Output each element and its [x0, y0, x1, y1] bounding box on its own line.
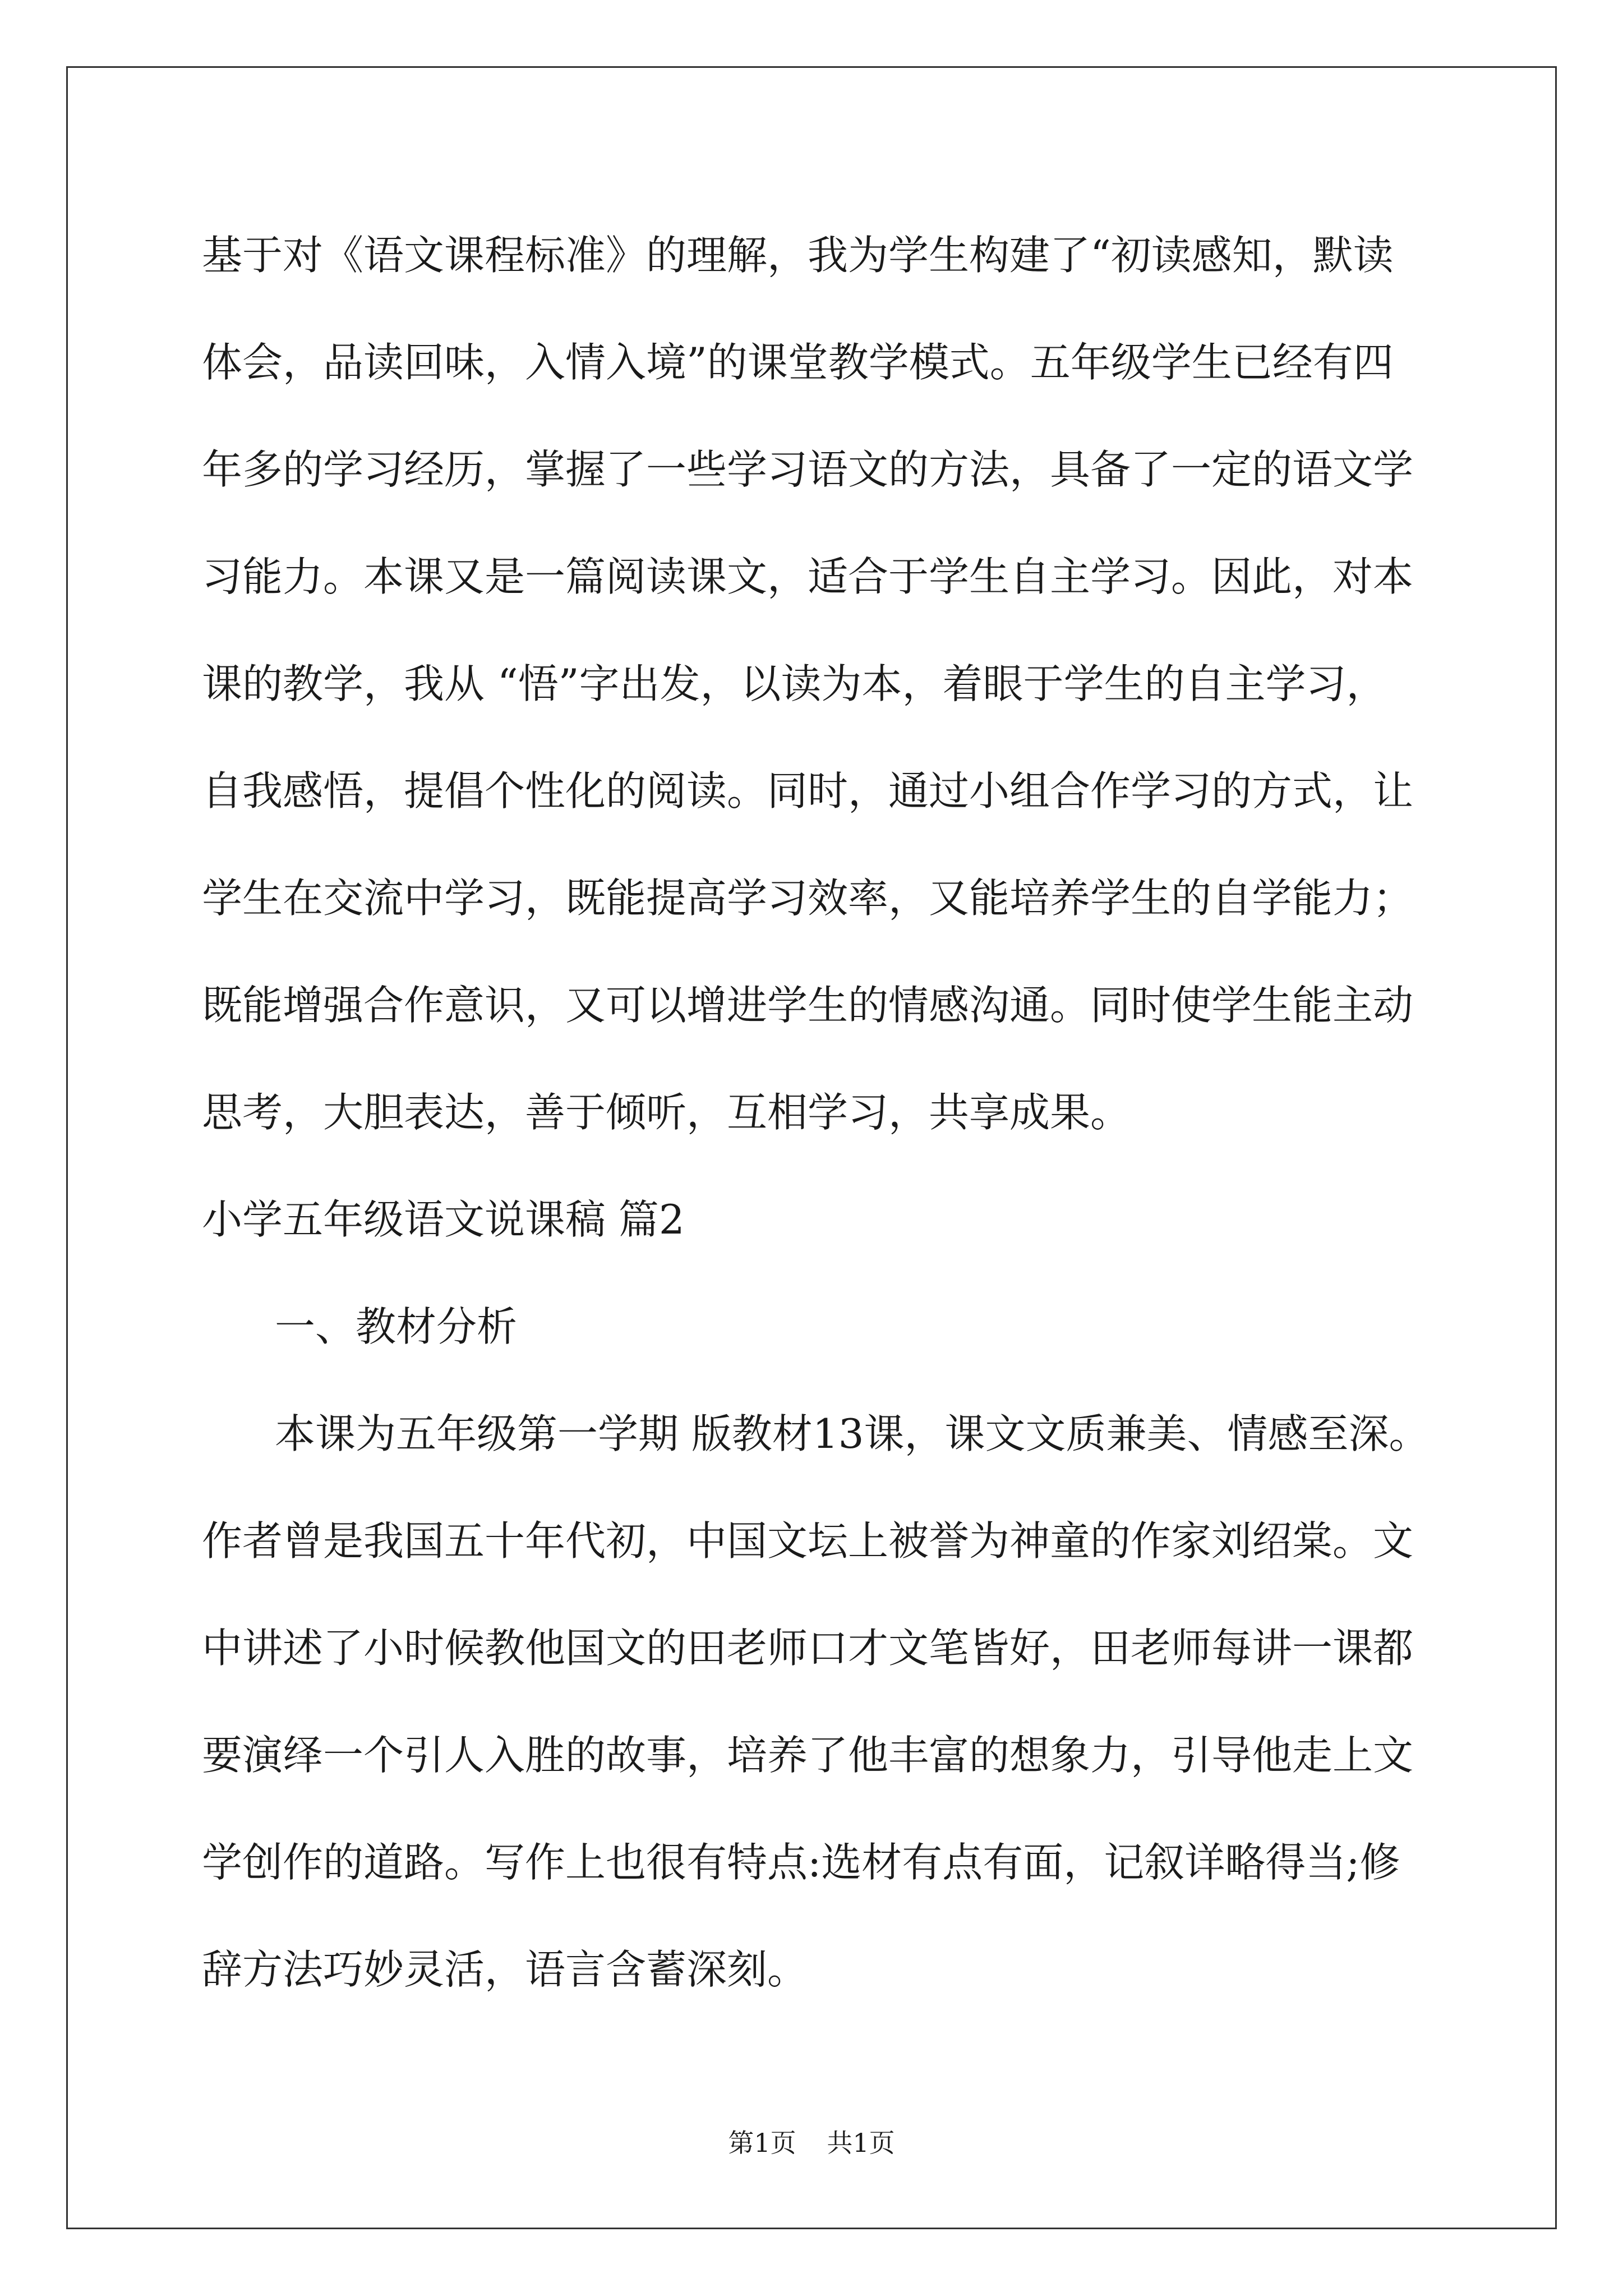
- text-line: 本课为五年级第一学期 版教材13课，课文文质兼美、情感至深。: [275, 1410, 1430, 1457]
- text-line: 要演绎一个引人入胜的故事，培养了他丰富的想象力，引导他走上文: [202, 1732, 1414, 1779]
- text-line: 思考，大胆表达，善于倾听，互相学习，共享成果。: [202, 1089, 1131, 1136]
- text-line: 年多的学习经历，掌握了一些学习语文的方法，具备了一定的语文学: [202, 446, 1414, 493]
- text-line: 课的教学，我从 “悟”字出发，以读为本，着眼于学生的自主学习，: [202, 660, 1387, 707]
- page-total: 共1页: [827, 2128, 895, 2158]
- subheading: 一、教材分析: [275, 1303, 518, 1350]
- text-line: 自我感悟，提倡个性化的阅读。同时，通过小组合作学习的方式，让: [202, 767, 1414, 815]
- text-line: 既能增强合作意识，又可以增进学生的情感沟通。同时使学生能主动: [202, 982, 1414, 1029]
- text-line: 基于对《语文课程标准》的理解，我为学生构建了“初读感知，默读: [202, 232, 1394, 279]
- paragraph-1: [202, 202, 1436, 1166]
- text-line: 学生在交流中学习，既能提高学习效率，又能培养学生的自学能力；: [202, 875, 1414, 922]
- paragraph-2: [202, 1381, 1436, 2023]
- text-line: 辞方法巧妙灵活，语言含蓄深刻。: [202, 1946, 808, 1993]
- page-number: 第1页: [728, 2128, 796, 2158]
- document-body: [202, 202, 1436, 2023]
- text-line: 学创作的道路。写作上也很有特点:选材有点有面，记叙详略得当;修: [202, 1839, 1400, 1886]
- text-line: 体会，品读回味，入情入境”的课堂教学模式。五年级学生已经有四: [202, 339, 1394, 386]
- text-line: 习能力。本课又是一篇阅读课文，适合于学生自主学习。因此，对本: [202, 553, 1414, 600]
- page-footer: [0, 2126, 1623, 2160]
- section-title: 小学五年级语文说课稿 篇2: [202, 1196, 685, 1243]
- text-line: 中讲述了小时候教他国文的田老师口才文笔皆好，田老师每讲一课都: [202, 1625, 1414, 1672]
- text-line: 作者曾是我国五十年代初，中国文坛上被誉为神童的作家刘绍棠。文: [202, 1517, 1414, 1565]
